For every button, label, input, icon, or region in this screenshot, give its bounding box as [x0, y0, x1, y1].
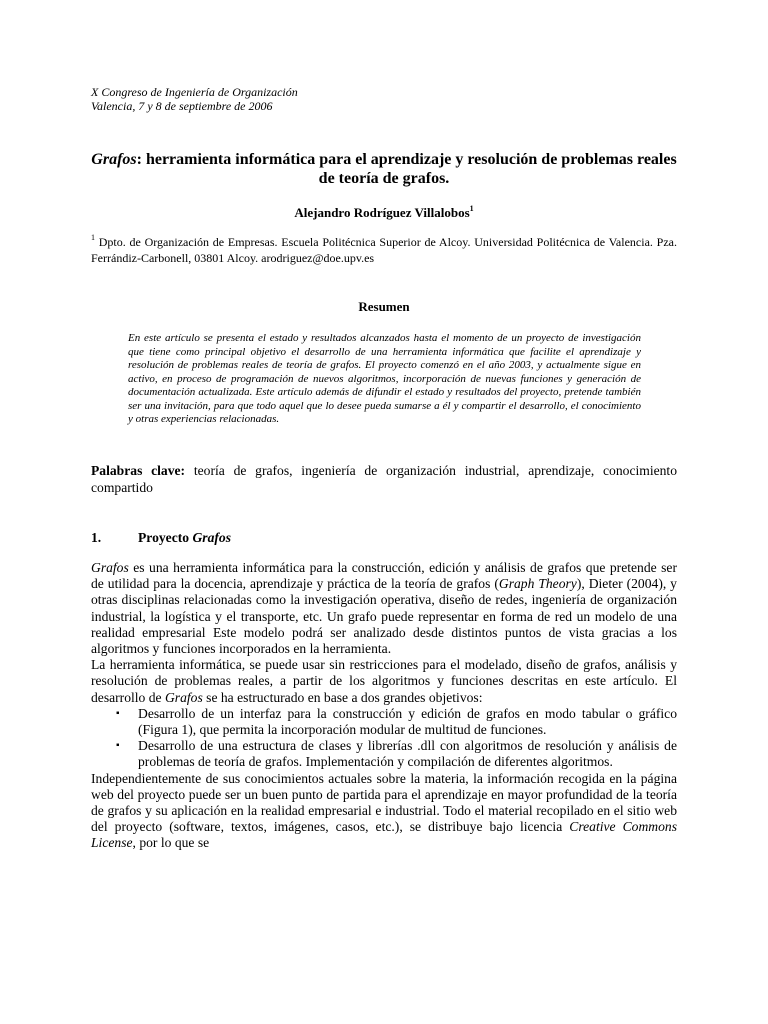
- list-item-text: Desarrollo de un interfaz para la construcción y edición de grafos en modo tabular o gráfico (Figura 1), que permita la incorporación modular de multitud de funciones.: [138, 705, 677, 738]
- affiliation-sup: 1: [91, 233, 95, 242]
- section-body: [91, 560, 677, 852]
- author-sup: 1: [469, 203, 474, 213]
- paragraph-3: [91, 771, 677, 852]
- keywords-text: teoría de grafos, ingeniería de organización industrial, aprendizaje, conocimiento compartido: [91, 463, 678, 495]
- conference-name: X Congreso de Ingeniería de Organización: [91, 85, 298, 99]
- para1-italic-grafos: Grafos: [91, 560, 129, 575]
- paragraph-2: [91, 657, 677, 706]
- bullet-icon: ▪: [116, 707, 120, 719]
- section-title-italic: Grafos: [192, 530, 232, 545]
- bullet-icon: ▪: [116, 740, 120, 752]
- para3-text-b: , por lo que se: [132, 835, 210, 851]
- conference-date: Valencia, 7 y 8 de septiembre de 2006: [91, 99, 273, 113]
- paper-title: [91, 150, 677, 188]
- para1-text-a: es una herramienta informática para la construcción, edición y análisis de grafos que pretende ser de utilidad para la docencia, aprendizaje y práctica de la teoría de grafos (: [91, 560, 677, 592]
- paragraph-1: [91, 560, 677, 657]
- para2-italic-grafos: Grafos: [164, 689, 203, 705]
- section-title: Proyecto: [138, 530, 193, 545]
- affiliation: [91, 235, 677, 266]
- conference-header: [91, 85, 298, 113]
- para2-text-b: se ha estructurado en base a dos grandes objetivos:: [202, 689, 483, 705]
- abstract-heading: Resumen: [358, 299, 410, 314]
- objectives-list: [91, 706, 677, 771]
- list-item: [91, 706, 677, 738]
- para3-text-a: Independientemente de sus conocimientos actuales sobre la materia, la información recogida en la página web del proyecto puede ser un buen punto de partida para el aprendizaje en mayor profundidad de la teoría de grafos y su aplicación en la realidad empresarial e industrial. Todo el material recopilado en el sitio web del proyecto (software, textos, imágenes, casos, etc.), se distribuye bajo licencia: [91, 770, 677, 835]
- abstract-text: En este artículo se presenta el estado y resultados alcanzados hasta el momento de un proyecto de investigación que tiene como principal objetivo el desarrollo de una herramienta informática que facilite el aprendizaje y resolución de problemas reales de teoría de grafos. El proyecto comenzó en el año 2003, y actualmente sigue en activo, en proceso de programación de nuevos algoritmos, incorporación de nuevas funciones y generación de documentación actualizada. Este artículo además de difundir el estado y resultados del proyecto, pretende también ser una invitación, para que todo aquel que lo desee pueda sumarse a él y compartir el desarrollo, el conocimiento y otras experiencias relacionadas.: [128, 332, 641, 425]
- para1-text-b: ), Dieter (2004), y otras disciplinas relacionadas como la investigación operativa, diseño de redes, ingeniería de organización industrial, la logística y el transporte, etc. Un grafo puede representar en forma de red un modelo de una realidad empresarial Este modelo podrá ser analizado desde distintos puntos de vista gracias a los algoritmos y funciones incorporados en la herramienta.: [91, 576, 677, 657]
- para3-italic-license: Creative Commons License: [91, 819, 677, 851]
- section-number: 1.: [91, 530, 102, 545]
- list-item-text: Desarrollo de una estructura de clases y librerías .dll con algoritmos de resolución y análisis de problemas de teoría de grafos. Implementación y compilación de diferentes algoritmos.: [138, 738, 677, 770]
- author-name: Alejandro Rodríguez Villalobos: [294, 205, 470, 220]
- section-heading: [91, 529, 231, 546]
- author-line: [91, 205, 677, 221]
- list-item: [91, 738, 677, 770]
- para2-text-a: La herramienta informática, se puede usar sin restricciones para el modelado, diseño de grafos, análisis y resolución de problemas reales, a partir de los algoritmos y funciones descritas en este artículo. El desarrollo de: [91, 657, 677, 705]
- affiliation-text: Dpto. de Organización de Empresas. Escuela Politécnica Superior de Alcoy. Universidad Politécnica de Valencia. Pza. Ferrándiz-Carbonell, 03801 Alcoy. arodriguez@doe.upv.es: [91, 235, 677, 265]
- title-rest: : herramienta informática para el aprendizaje y resolución de problemas reales de teoría de grafos.: [136, 151, 677, 187]
- keywords: [91, 462, 677, 496]
- para1-italic-graph-theory: Graph Theory: [498, 576, 577, 592]
- title-italic: Grafos: [91, 151, 137, 168]
- keywords-label: Palabras clave:: [91, 463, 186, 478]
